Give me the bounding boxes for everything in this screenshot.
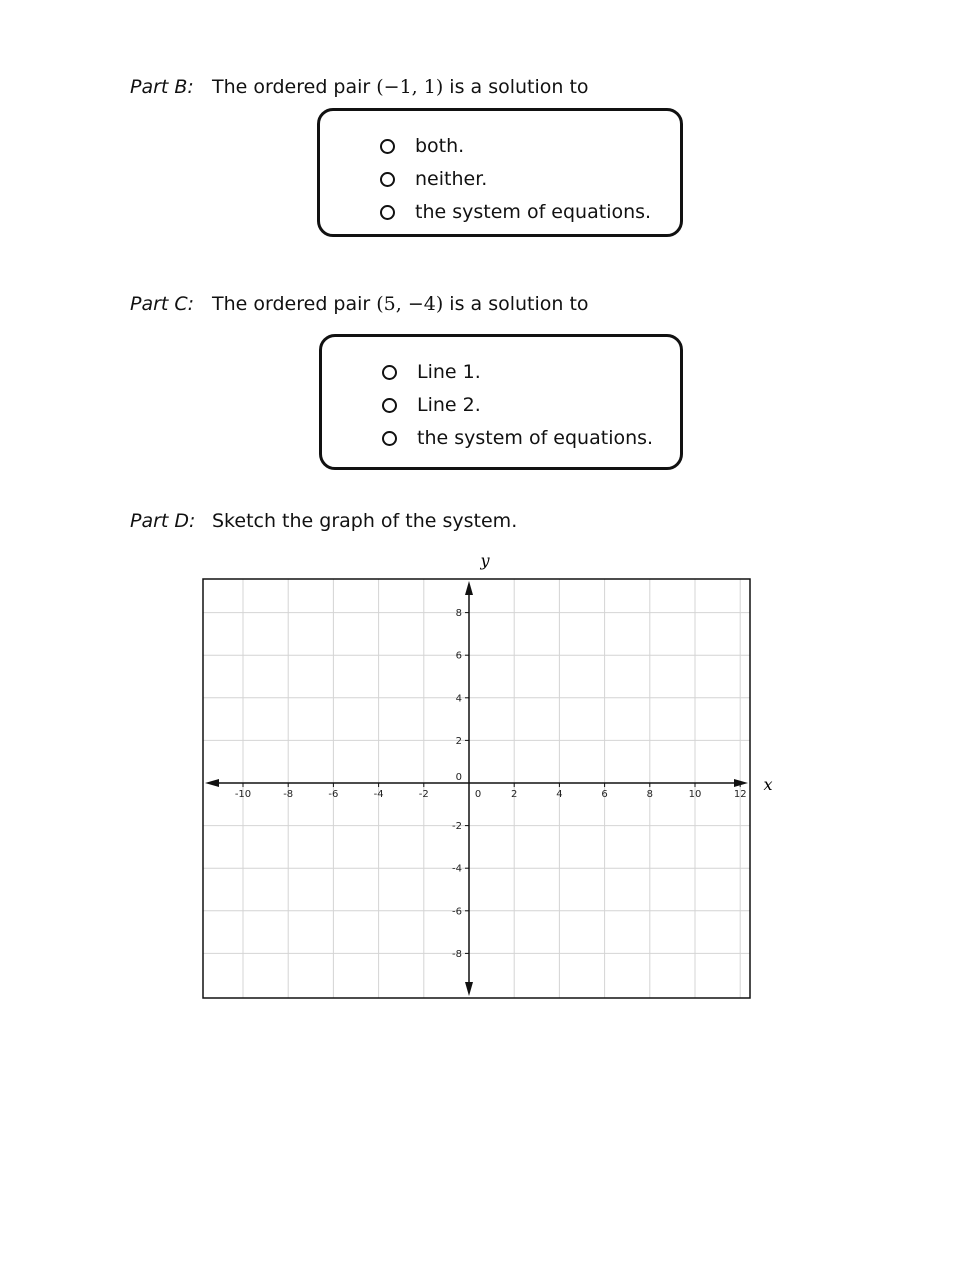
x-axis-right-arrow [734,779,748,787]
x-tick-label: 12 [733,789,747,800]
part-b-option-label: the system of equations. [415,201,652,223]
part-d-prompt: Sketch the graph of the system. [212,510,518,532]
part-b-option-label: both. [415,135,465,157]
part-c-option-label: Line 1. [417,361,481,383]
x-tick-label: -8 [283,789,294,800]
part-b-prompt-end: is a solution to [443,76,589,98]
y-tick-label: 8 [455,608,462,620]
part-c-prompt-end: is a solution to [443,293,589,315]
part-c-prompt-start: The ordered pair [212,293,377,315]
part-c-option-label: Line 2. [417,394,481,416]
x-tick-label: -10 [234,789,252,800]
y-axis-top-arrow [465,581,473,595]
y-tick-label: 6 [455,650,462,662]
x-tick-label: 2 [511,789,518,800]
y-axis-bottom-arrow [465,982,473,996]
part-c-ordered-pair: (5, −4) [376,293,444,315]
y-tick-label: -6 [452,906,462,918]
x-tick-label: 8 [646,789,653,800]
x-tick-label: -6 [328,789,339,800]
part-c-option-label: the system of equations. [417,427,654,449]
x-axis-label: x [763,775,773,794]
y-tick-label: 0 [455,772,462,783]
part-c-label: Part C: [130,293,195,315]
x-tick-label: -4 [373,789,384,800]
part-b-option-label: neither. [415,168,488,190]
ticks [235,608,747,960]
part-b-label: Part B: [130,76,194,98]
y-tick-label: 4 [455,693,462,705]
y-tick-label: -4 [452,863,462,875]
part-b-ordered-pair: (−1, 1) [376,76,444,98]
x-tick-label: 10 [688,789,702,800]
y-axis-label: y [480,551,490,570]
y-tick-label: -8 [452,948,462,960]
part-b-prompt-start: The ordered pair [212,76,377,98]
x-tick-label: 0 [474,789,482,800]
y-tick-label: -2 [452,821,462,833]
y-tick-label: 2 [455,735,462,747]
x-tick-label: 6 [601,789,608,800]
x-tick-label: 4 [556,789,563,800]
x-tick-label: -2 [418,789,429,800]
part-d-label: Part D: [130,510,196,532]
x-axis-left-arrow [205,779,219,787]
